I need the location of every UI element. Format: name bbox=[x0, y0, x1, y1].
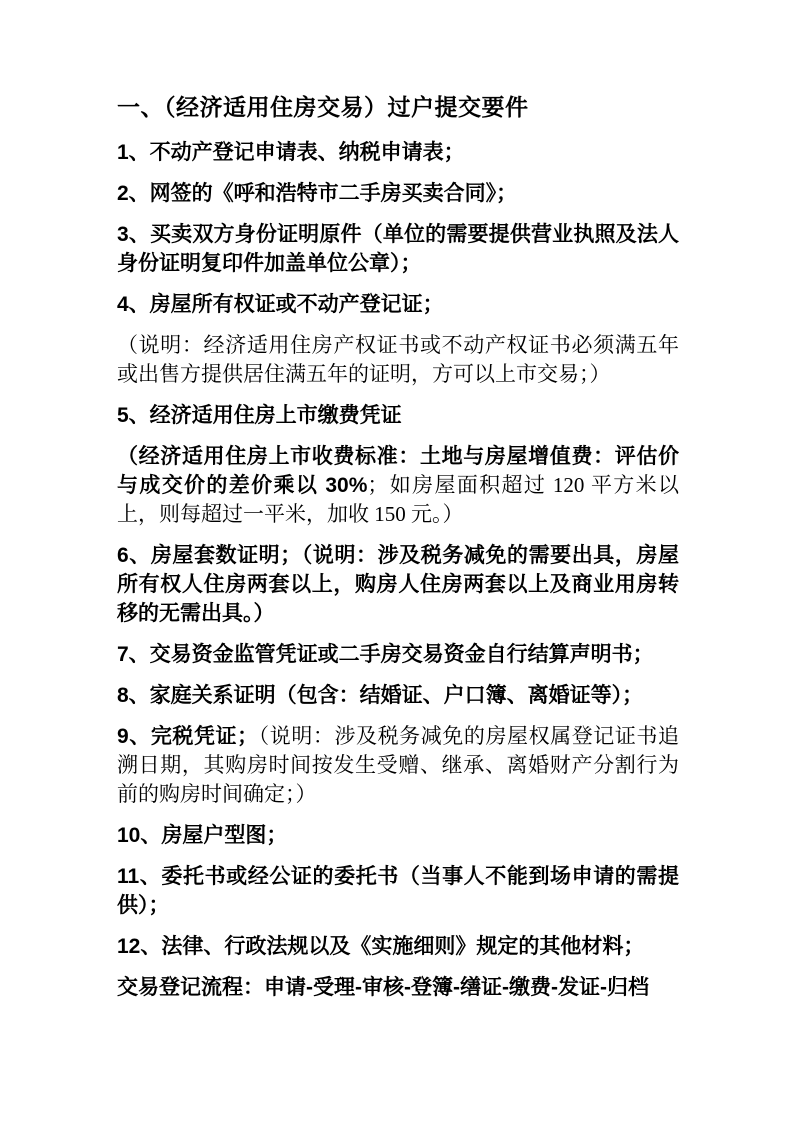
process-flow bbox=[117, 973, 679, 1002]
note-item-4-explanation bbox=[117, 331, 679, 389]
requirement-item-9 bbox=[117, 722, 679, 809]
item-text: 7、交易资金监管凭证或二手房交易资金自行结算声明书； bbox=[117, 643, 654, 666]
note-text: （说明：涉及税务减免的房屋权属登记证书追溯日期，其购房时间按发生受赠、继承、离婚财产分割行为前的购房时间确定；） bbox=[117, 725, 680, 806]
item-text: 8、家庭关系证明（包含：结婚证、户口簿、离婚证等）； bbox=[117, 684, 644, 707]
note-text: （说明：经济适用住房产权证书或不动产权证书必须满五年或出售方提供居住满五年的证明，方可以上市交易；） bbox=[117, 334, 679, 386]
requirement-item-3 bbox=[117, 220, 679, 278]
requirement-item-11 bbox=[117, 862, 679, 920]
requirement-item-5 bbox=[117, 401, 679, 430]
process-flow-text: 交易登记流程：申请-受理-审核-登簿-缮证-缴费-发证-归档 bbox=[117, 976, 649, 999]
requirement-item-8 bbox=[117, 681, 679, 710]
document-content bbox=[117, 92, 679, 1014]
item-text: 5、经济适用住房上市缴费凭证 bbox=[117, 404, 402, 427]
fee-standard-detail-text: ；如房屋面积超过 120 平方米以上，则每超过一平米，加收 150 元。） bbox=[117, 473, 679, 526]
requirement-item-6 bbox=[117, 541, 679, 628]
item-text: 1、不动产登记申请表、纳税申请表； bbox=[117, 141, 465, 164]
requirement-item-4 bbox=[117, 290, 679, 319]
requirement-item-12 bbox=[117, 932, 679, 961]
item-text: 4、房屋所有权证或不动产登记证； bbox=[117, 293, 444, 316]
item-text: 9、完税凭证； bbox=[117, 725, 259, 748]
item-text: 3、买卖双方身份证明原件（单位的需要提供营业执照及法人身份证明复印件加盖单位公章）； bbox=[117, 223, 679, 275]
requirement-item-10 bbox=[117, 821, 679, 850]
requirement-item-2 bbox=[117, 179, 679, 208]
note-fee-standard bbox=[117, 442, 679, 529]
item-text: 10、房屋户型图； bbox=[117, 824, 288, 847]
item-text: 2、网签的《呼和浩特市二手房买卖合同》； bbox=[117, 182, 518, 205]
fee-standard-bold-text: （经济适用住房上市收费标准：土地与房屋增值费：评估价与成交价的差价乘以 30% bbox=[117, 445, 679, 497]
requirement-item-7 bbox=[117, 640, 679, 669]
item-text: 11、委托书或经公证的委托书（当事人不能到场申请的需提供）； bbox=[117, 865, 679, 917]
item-text: 6、房屋套数证明；（说明：涉及税务减免的需要出具，房屋所有权人住房两套以上，购房人住房两套以上及商业用房转移的无需出具。） bbox=[117, 544, 679, 625]
requirement-item-1 bbox=[117, 138, 679, 167]
page-title: 一、（经济适用住房交易）过户提交要件 bbox=[117, 94, 529, 120]
item-text: 12、法律、行政法规以及《实施细则》规定的其他材料； bbox=[117, 935, 645, 958]
